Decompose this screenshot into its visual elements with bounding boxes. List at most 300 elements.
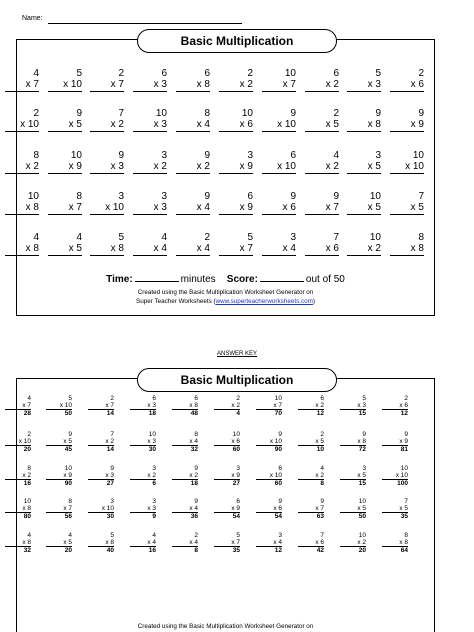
problem-multiplier: x 2 bbox=[90, 119, 124, 132]
problem-top-number: 3 bbox=[290, 232, 296, 243]
answer-multiplier: x 7 bbox=[298, 505, 324, 513]
answer-top-number: 4 bbox=[68, 532, 72, 539]
answer-top-number: 5 bbox=[362, 395, 366, 402]
problem bbox=[133, 232, 167, 256]
answer-problem bbox=[130, 431, 156, 453]
problem-multiplier: x 7 bbox=[90, 79, 124, 92]
problem-top-number: 4 bbox=[33, 232, 39, 243]
problem bbox=[133, 150, 167, 174]
answer-problem bbox=[382, 465, 408, 487]
answer-product: 60 bbox=[274, 480, 282, 487]
answer-product: 12 bbox=[400, 410, 408, 417]
answer-top-number: 10 bbox=[274, 395, 282, 402]
answer-problem bbox=[5, 532, 31, 554]
problem bbox=[262, 68, 296, 92]
out-of-label: out of 50 bbox=[305, 274, 345, 285]
answer-product: 27 bbox=[232, 480, 240, 487]
answer-multiplier: x 3 bbox=[88, 472, 114, 480]
answer-product: 8 bbox=[320, 480, 324, 487]
problem-top-number: 2 bbox=[204, 232, 210, 243]
worksheet bbox=[16, 34, 435, 316]
answer-multiplier: x 3 bbox=[340, 402, 366, 410]
answer-top-number: 4 bbox=[27, 395, 31, 402]
answer-problem bbox=[88, 498, 114, 520]
problem-multiplier: x 5 bbox=[347, 202, 381, 215]
problem-multiplier: x 6 bbox=[305, 243, 339, 256]
problem bbox=[390, 232, 424, 256]
problem bbox=[347, 150, 381, 174]
answer-multiplier: x 4 bbox=[172, 539, 198, 547]
answer-problem bbox=[214, 465, 240, 487]
answer-multiplier: x 8 bbox=[88, 539, 114, 547]
answer-problem bbox=[172, 532, 198, 554]
answer-product: 12 bbox=[316, 410, 324, 417]
problem bbox=[262, 108, 296, 132]
answer-multiplier: x 5 bbox=[46, 539, 72, 547]
problem-multiplier: x 5 bbox=[48, 243, 82, 256]
problem-multiplier: x 4 bbox=[262, 243, 296, 256]
answer-problem bbox=[298, 532, 324, 554]
problem-multiplier: x 10 bbox=[262, 119, 296, 132]
answer-multiplier: x 9 bbox=[214, 505, 240, 513]
answer-top-number: 10 bbox=[232, 431, 240, 438]
problem-multiplier: x 5 bbox=[305, 119, 339, 132]
problem-top-number: 3 bbox=[375, 150, 381, 161]
answer-product: 27 bbox=[106, 480, 114, 487]
answer-problem bbox=[5, 431, 31, 453]
problem-multiplier: x 4 bbox=[176, 243, 210, 256]
problem-top-number: 4 bbox=[333, 150, 339, 161]
answer-problem bbox=[130, 532, 156, 554]
answer-multiplier: x 4 bbox=[256, 539, 282, 547]
answer-product: 50 bbox=[358, 513, 366, 520]
answer-product: 70 bbox=[274, 410, 282, 417]
answer-product: 35 bbox=[400, 513, 408, 520]
answer-problem bbox=[5, 465, 31, 487]
answer-problem bbox=[172, 395, 198, 417]
answer-top-number: 10 bbox=[400, 465, 408, 472]
answer-multiplier: x 6 bbox=[298, 539, 324, 547]
problem bbox=[5, 232, 39, 256]
problem-multiplier: x 7 bbox=[219, 243, 253, 256]
answer-multiplier: x 2 bbox=[172, 472, 198, 480]
answer-multiplier: x 8 bbox=[340, 438, 366, 446]
answer-top-number: 9 bbox=[320, 498, 324, 505]
answer-problem bbox=[382, 498, 408, 520]
answer-multiplier: x 2 bbox=[5, 472, 31, 480]
problem-top-number: 6 bbox=[290, 150, 296, 161]
answer-problem bbox=[88, 532, 114, 554]
answer-problem bbox=[340, 465, 366, 487]
answer-problem bbox=[172, 498, 198, 520]
problem-top-number: 9 bbox=[204, 150, 210, 161]
problem bbox=[5, 108, 39, 132]
answer-multiplier: x 5 bbox=[46, 438, 72, 446]
problem bbox=[305, 232, 339, 256]
minutes-label: minutes bbox=[180, 274, 216, 285]
answer-top-number: 8 bbox=[68, 498, 72, 505]
problem-top-number: 9 bbox=[375, 108, 381, 119]
problem-multiplier: x 4 bbox=[133, 243, 167, 256]
problem-top-number: 2 bbox=[418, 68, 424, 79]
answer-product: 18 bbox=[190, 480, 198, 487]
problem-multiplier: x 2 bbox=[305, 79, 339, 92]
answer-multiplier: x 7 bbox=[5, 402, 31, 410]
answer-top-number: 3 bbox=[236, 465, 240, 472]
answer-multiplier: x 9 bbox=[46, 472, 72, 480]
credit bbox=[17, 288, 434, 306]
credit-link[interactable]: www.superteacherworksheets.com bbox=[215, 298, 313, 305]
problem-multiplier: x 2 bbox=[305, 161, 339, 174]
problem-top-number: 5 bbox=[375, 68, 381, 79]
problem bbox=[262, 191, 296, 215]
answer-top-number: 9 bbox=[68, 431, 72, 438]
answer-product: 20 bbox=[64, 547, 72, 554]
problem bbox=[390, 68, 424, 92]
problem-top-number: 6 bbox=[247, 191, 253, 202]
answer-top-number: 10 bbox=[64, 465, 72, 472]
problem-top-number: 9 bbox=[418, 108, 424, 119]
answer-problem bbox=[130, 498, 156, 520]
problem-top-number: 6 bbox=[204, 68, 210, 79]
problem-top-number: 9 bbox=[290, 191, 296, 202]
answer-problem bbox=[5, 498, 31, 520]
answer-product: 63 bbox=[316, 513, 324, 520]
answer-top-number: 4 bbox=[27, 532, 31, 539]
problem-top-number: 7 bbox=[118, 108, 124, 119]
answer-multiplier: x 8 bbox=[172, 402, 198, 410]
problem-multiplier: x 3 bbox=[133, 202, 167, 215]
answer-product: 32 bbox=[23, 547, 31, 554]
answer-multiplier: x 8 bbox=[5, 539, 31, 547]
problem bbox=[347, 108, 381, 132]
problem-top-number: 7 bbox=[333, 232, 339, 243]
score-blank bbox=[260, 281, 304, 282]
answer-product: 64 bbox=[400, 547, 408, 554]
problem-multiplier: x 8 bbox=[390, 243, 424, 256]
answer-problem bbox=[256, 532, 282, 554]
answer-product: 30 bbox=[106, 513, 114, 520]
answer-top-number: 7 bbox=[110, 431, 114, 438]
answer-top-number: 8 bbox=[194, 431, 198, 438]
score-label: Score: bbox=[226, 274, 258, 285]
answer-multiplier: x 9 bbox=[214, 472, 240, 480]
time-score-row bbox=[17, 274, 434, 285]
problem-top-number: 10 bbox=[412, 150, 424, 161]
answer-multiplier: x 10 bbox=[256, 438, 282, 446]
problem-top-number: 2 bbox=[333, 108, 339, 119]
problem-top-number: 3 bbox=[161, 150, 167, 161]
answer-problem bbox=[46, 498, 72, 520]
problem-multiplier: x 5 bbox=[48, 119, 82, 132]
answer-top-number: 9 bbox=[362, 431, 366, 438]
answer-top-number: 2 bbox=[320, 431, 324, 438]
answer-top-number: 3 bbox=[152, 498, 156, 505]
answer-top-number: 2 bbox=[404, 395, 408, 402]
answer-multiplier: x 5 bbox=[340, 505, 366, 513]
answer-top-number: 9 bbox=[278, 498, 282, 505]
problem bbox=[176, 108, 210, 132]
answer-multiplier: x 2 bbox=[88, 438, 114, 446]
problem-multiplier: x 2 bbox=[133, 161, 167, 174]
problem-top-number: 10 bbox=[27, 191, 39, 202]
problem-multiplier: x 5 bbox=[347, 161, 381, 174]
answer-top-number: 7 bbox=[320, 532, 324, 539]
answer-top-number: 3 bbox=[278, 532, 282, 539]
problem bbox=[219, 68, 253, 92]
problem-top-number: 9 bbox=[76, 108, 82, 119]
answer-problem bbox=[298, 498, 324, 520]
problem-top-number: 5 bbox=[76, 68, 82, 79]
answer-problem bbox=[214, 498, 240, 520]
answer-product: 15 bbox=[358, 480, 366, 487]
problem-top-number: 9 bbox=[333, 191, 339, 202]
problem-multiplier: x 3 bbox=[133, 79, 167, 92]
answer-multiplier: x 7 bbox=[46, 505, 72, 513]
answer-multiplier: x 4 bbox=[172, 505, 198, 513]
answer-product: 14 bbox=[106, 446, 114, 453]
problem-multiplier: x 7 bbox=[262, 79, 296, 92]
problem-multiplier: x 8 bbox=[5, 202, 39, 215]
answer-product: 10 bbox=[316, 446, 324, 453]
problem bbox=[219, 108, 253, 132]
problem-multiplier: x 8 bbox=[347, 119, 381, 132]
problem-top-number: 10 bbox=[284, 68, 296, 79]
answer-multiplier: x 6 bbox=[382, 402, 408, 410]
problem bbox=[48, 108, 82, 132]
problem-top-number: 2 bbox=[33, 108, 39, 119]
answer-top-number: 2 bbox=[110, 395, 114, 402]
answer-top-number: 5 bbox=[110, 532, 114, 539]
answer-top-number: 3 bbox=[152, 465, 156, 472]
problem-multiplier: x 7 bbox=[48, 202, 82, 215]
problem bbox=[5, 191, 39, 215]
problem bbox=[176, 232, 210, 256]
problem-multiplier: x 4 bbox=[176, 119, 210, 132]
answer-product: 20 bbox=[358, 547, 366, 554]
answer-product: 40 bbox=[106, 547, 114, 554]
problem-top-number: 10 bbox=[369, 191, 381, 202]
problem-multiplier: x 7 bbox=[305, 202, 339, 215]
answer-top-number: 2 bbox=[194, 532, 198, 539]
answer-problem bbox=[214, 395, 240, 417]
credit-line-1: Created using the Basic Multiplication Worksheet Generator on bbox=[137, 289, 314, 296]
answer-product: 50 bbox=[64, 410, 72, 417]
problem bbox=[347, 232, 381, 256]
answer-problem bbox=[256, 431, 282, 453]
problem bbox=[176, 150, 210, 174]
answer-problem bbox=[340, 498, 366, 520]
problem-multiplier: x 2 bbox=[5, 161, 39, 174]
problem-top-number: 8 bbox=[204, 108, 210, 119]
answer-multiplier: x 7 bbox=[88, 402, 114, 410]
answer-multiplier: x 10 bbox=[256, 472, 282, 480]
problem-multiplier: x 8 bbox=[5, 243, 39, 256]
answer-multiplier: x 5 bbox=[298, 438, 324, 446]
problem bbox=[305, 191, 339, 215]
answer-product: 80 bbox=[23, 513, 31, 520]
answer-top-number: 9 bbox=[194, 465, 198, 472]
problem-top-number: 10 bbox=[155, 108, 167, 119]
problem bbox=[90, 232, 124, 256]
problem-top-number: 3 bbox=[247, 150, 253, 161]
answer-problem bbox=[256, 465, 282, 487]
problem bbox=[5, 150, 39, 174]
answer-multiplier: x 7 bbox=[214, 539, 240, 547]
answer-product: 36 bbox=[190, 513, 198, 520]
answer-multiplier: x 8 bbox=[382, 539, 408, 547]
problem bbox=[219, 191, 253, 215]
answer-multiplier: x 9 bbox=[382, 438, 408, 446]
problem-multiplier: x 9 bbox=[219, 202, 253, 215]
problem bbox=[176, 68, 210, 92]
problem-multiplier: x 10 bbox=[390, 161, 424, 174]
answer-product: 18 bbox=[148, 410, 156, 417]
problem bbox=[133, 68, 167, 92]
problem bbox=[305, 150, 339, 174]
answer-top-number: 4 bbox=[152, 532, 156, 539]
problem-top-number: 7 bbox=[418, 191, 424, 202]
answer-problem bbox=[172, 465, 198, 487]
problem-top-number: 5 bbox=[118, 232, 124, 243]
problem bbox=[347, 68, 381, 92]
answer-multiplier: x 4 bbox=[130, 539, 156, 547]
answer-multiplier: x 7 bbox=[256, 402, 282, 410]
answer-product: 9 bbox=[152, 513, 156, 520]
answer-product: 8 bbox=[194, 547, 198, 554]
answer-product: 14 bbox=[106, 410, 114, 417]
answer-product: 4 bbox=[236, 410, 240, 417]
answer-multiplier: x 6 bbox=[214, 438, 240, 446]
problem-top-number: 10 bbox=[70, 150, 82, 161]
answer-top-number: 5 bbox=[236, 532, 240, 539]
problem-multiplier: x 10 bbox=[48, 79, 82, 92]
problem-multiplier: x 9 bbox=[390, 119, 424, 132]
answer-top-number: 3 bbox=[362, 465, 366, 472]
answer-multiplier: x 2 bbox=[340, 539, 366, 547]
answer-product: 35 bbox=[232, 547, 240, 554]
answer-multiplier: x 2 bbox=[130, 472, 156, 480]
problem bbox=[48, 232, 82, 256]
problem-multiplier: x 3 bbox=[347, 79, 381, 92]
problem-multiplier: x 2 bbox=[219, 79, 253, 92]
answer-multiplier: x 5 bbox=[340, 472, 366, 480]
problem-multiplier: x 10 bbox=[5, 119, 39, 132]
answer-key-label: ANSWER KEY bbox=[216, 351, 257, 357]
answer-product: 32 bbox=[190, 446, 198, 453]
answer-product: 20 bbox=[23, 446, 31, 453]
answer-top-number: 10 bbox=[358, 532, 366, 539]
problem bbox=[90, 68, 124, 92]
problem bbox=[48, 150, 82, 174]
problem-top-number: 9 bbox=[118, 150, 124, 161]
problem-multiplier: x 8 bbox=[90, 243, 124, 256]
answer-product: 6 bbox=[152, 480, 156, 487]
answer-problem bbox=[256, 395, 282, 417]
answer-product: 30 bbox=[148, 446, 156, 453]
answer-top-number: 8 bbox=[27, 465, 31, 472]
answer-problem bbox=[298, 395, 324, 417]
problem bbox=[390, 150, 424, 174]
problem bbox=[262, 150, 296, 174]
problem-top-number: 10 bbox=[369, 232, 381, 243]
answer-top-number: 4 bbox=[320, 465, 324, 472]
problem-multiplier: x 3 bbox=[133, 119, 167, 132]
problem bbox=[176, 191, 210, 215]
answer-problem bbox=[88, 431, 114, 453]
answer-top-number: 6 bbox=[278, 465, 282, 472]
answer-product: 12 bbox=[274, 547, 282, 554]
answer-product: 72 bbox=[358, 446, 366, 453]
time-label: Time: bbox=[106, 274, 133, 285]
answer-top-number: 7 bbox=[404, 498, 408, 505]
answer-product: 81 bbox=[400, 446, 408, 453]
problem-multiplier: x 9 bbox=[219, 161, 253, 174]
answer-problem bbox=[340, 532, 366, 554]
answer-top-number: 9 bbox=[278, 431, 282, 438]
answer-multiplier: x 10 bbox=[382, 472, 408, 480]
answer-top-number: 5 bbox=[68, 395, 72, 402]
answer-multiplier: x 3 bbox=[130, 438, 156, 446]
problem-top-number: 6 bbox=[333, 68, 339, 79]
answer-product: 90 bbox=[64, 480, 72, 487]
problem-multiplier: x 2 bbox=[176, 161, 210, 174]
answer-problem bbox=[214, 431, 240, 453]
problem-top-number: 3 bbox=[118, 191, 124, 202]
answer-problem bbox=[46, 532, 72, 554]
answer-product: 54 bbox=[232, 513, 240, 520]
answer-problem bbox=[172, 431, 198, 453]
answer-top-number: 6 bbox=[152, 395, 156, 402]
problem-multiplier: x 10 bbox=[262, 161, 296, 174]
answer-problem bbox=[88, 395, 114, 417]
answer-problem bbox=[46, 465, 72, 487]
answer-key-title: Basic Multiplication bbox=[137, 368, 337, 392]
answer-key-sheet bbox=[16, 373, 435, 632]
answer-problem bbox=[382, 532, 408, 554]
problem bbox=[390, 108, 424, 132]
problem-multiplier: x 4 bbox=[176, 202, 210, 215]
problem bbox=[90, 150, 124, 174]
answer-top-number: 10 bbox=[358, 498, 366, 505]
problem bbox=[48, 191, 82, 215]
problem bbox=[305, 108, 339, 132]
problem-multiplier: x 6 bbox=[219, 119, 253, 132]
answer-product: 48 bbox=[190, 410, 198, 417]
problem-top-number: 5 bbox=[247, 232, 253, 243]
problem-multiplier: x 7 bbox=[5, 79, 39, 92]
answer-product: 16 bbox=[148, 547, 156, 554]
answer-problem bbox=[382, 431, 408, 453]
answer-multiplier: x 3 bbox=[130, 402, 156, 410]
answer-problem bbox=[382, 395, 408, 417]
problem-top-number: 2 bbox=[247, 68, 253, 79]
problem bbox=[305, 68, 339, 92]
problem-multiplier: x 6 bbox=[262, 202, 296, 215]
problem bbox=[90, 108, 124, 132]
answer-top-number: 10 bbox=[148, 431, 156, 438]
answer-problem bbox=[46, 395, 72, 417]
answer-problem bbox=[130, 395, 156, 417]
answer-top-number: 9 bbox=[110, 465, 114, 472]
problem bbox=[219, 232, 253, 256]
answer-problem bbox=[214, 532, 240, 554]
problem-multiplier: x 3 bbox=[90, 161, 124, 174]
answer-multiplier: x 2 bbox=[298, 402, 324, 410]
problem-top-number: 10 bbox=[241, 108, 253, 119]
answer-multiplier: x 2 bbox=[298, 472, 324, 480]
problem-top-number: 8 bbox=[33, 150, 39, 161]
